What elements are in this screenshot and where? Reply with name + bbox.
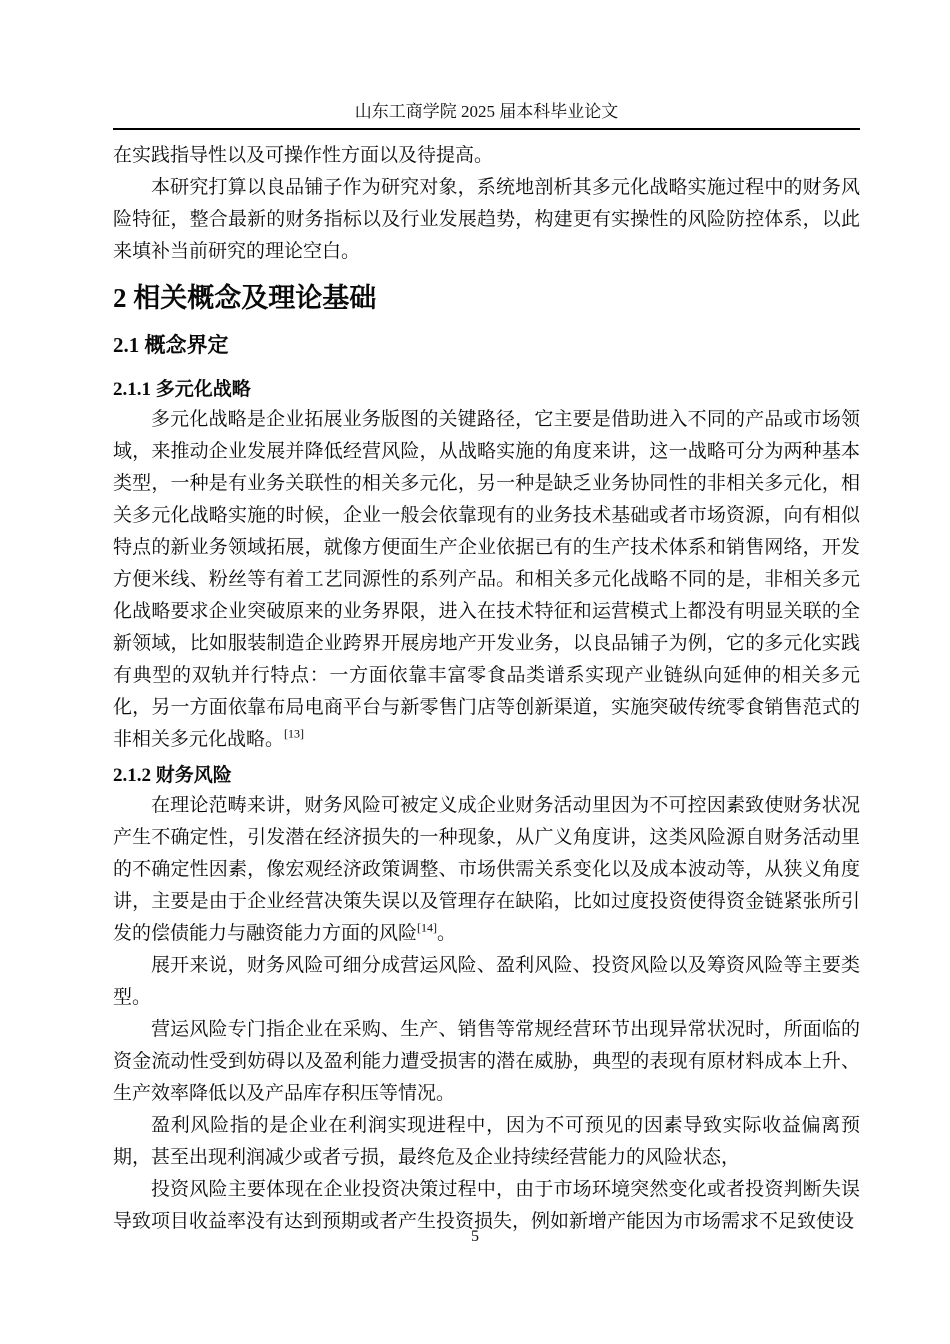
running-header-title: 山东工商学院 2025 届本科毕业论文	[354, 102, 619, 121]
paragraph-diversification-strategy	[113, 404, 860, 756]
paragraph-continuation: 在实践指导性以及可操作性方面以及待提高。	[113, 145, 494, 166]
paragraph-investment-risk: 投资风险主要体现在企业投资决策过程中，由于市场环境突然变化或者投资判断失误导致项目收益率没有达到预期或者产生投资损失，例如新增产能因为市场需求不足致使设	[113, 1179, 860, 1232]
paragraph-diversification-text: 多元化战略是企业拓展业务版图的关键路径，它主要是借助进入不同的产品或市场领域，来推动企业发展并降低经营风险，从战略实施的角度来讲，这一战略可分为两种基本类型，一种是有业务关联性的相关多元化，另一种是缺乏业务协同性的非相关多元化，相关多元化战略实施的时候，企业一般会依靠现有的业务技术基础或者市场资源，向有相似特点的新业务领域拓展，就像方便面生产企业依据已有的生产技术体系和销售网络，开发方便米线、粉丝等有着工艺同源性的系列产品。和相关多元化战略不同的是，非相关多元化战略要求企业突破原来的业务界限，进入在技术特征和运营模式上都没有明显关联的全新领域，比如服装制造企业跨界开展房地产开发业务，以良品铺子为例，它的多元化实践有典型的双轨并行特点：一方面依靠丰富零食品类谱系实现产业链纵向延伸的相关多元化，另一方面依靠布局电商平台与新零售门店等创新渠道，实施突破传统零食销售范式的非相关多元化战略。	[113, 409, 860, 750]
running-header	[113, 101, 860, 130]
heading-subsection-2-1-1: 2.1.1 多元化战略	[113, 379, 251, 400]
paragraph-risk-categories: 展开来说，财务风险可细分成营运风险、盈利风险、投资风险以及筹资风险等主要类型。	[113, 955, 860, 1008]
page-body	[113, 140, 860, 1238]
page-number: 5	[471, 1228, 479, 1245]
paragraph-research-plan: 本研究打算以良品铺子作为研究对象，系统地剖析其多元化战略实施过程中的财务风险特征，整合最新的财务指标以及行业发展趋势，构建更有实操性的风险防控体系，以此来填补当前研究的理论空白。	[113, 177, 860, 262]
citation-14: [14]	[417, 920, 438, 935]
paragraph-financial-risk-definition	[113, 790, 860, 950]
citation-13: [13]	[284, 726, 305, 741]
page-footer	[0, 1228, 950, 1246]
paragraph-financial-risk-text-2: 。	[437, 923, 457, 944]
heading-chapter-2: 2 相关概念及理论基础	[113, 283, 377, 313]
paragraph-profit-risk: 盈利风险指的是企业在利润实现进程中，因为不可预见的因素导致实际收益偏离预期，甚至出现利润减少或者亏损，最终危及企业持续经营能力的风险状态，	[113, 1115, 860, 1168]
heading-section-2-1: 2.1 概念界定	[113, 333, 229, 357]
paragraph-financial-risk-text-1: 在理论范畴来讲，财务风险可被定义成企业财务活动里因为不可控因素致使财务状况产生不确定性，引发潜在经济损失的一种现象，从广义角度讲，这类风险源自财务活动里的不确定性因素，像宏观经济政策调整、市场供需关系变化以及成本波动等，从狭义角度讲，主要是由于企业经营决策失误以及管理存在缺陷，比如过度投资使得资金链紧张所引发的偿债能力与融资能力方面的风险	[113, 795, 860, 944]
paragraph-operating-risk: 营运风险专门指企业在采购、生产、销售等常规经营环节出现异常状况时，所面临的资金流动性受到妨碍以及盈利能力遭受损害的潜在威胁，典型的表现有原材料成本上升、生产效率降低以及产品库存积压等情况。	[113, 1019, 860, 1104]
heading-subsection-2-1-2: 2.1.2 财务风险	[113, 765, 232, 786]
